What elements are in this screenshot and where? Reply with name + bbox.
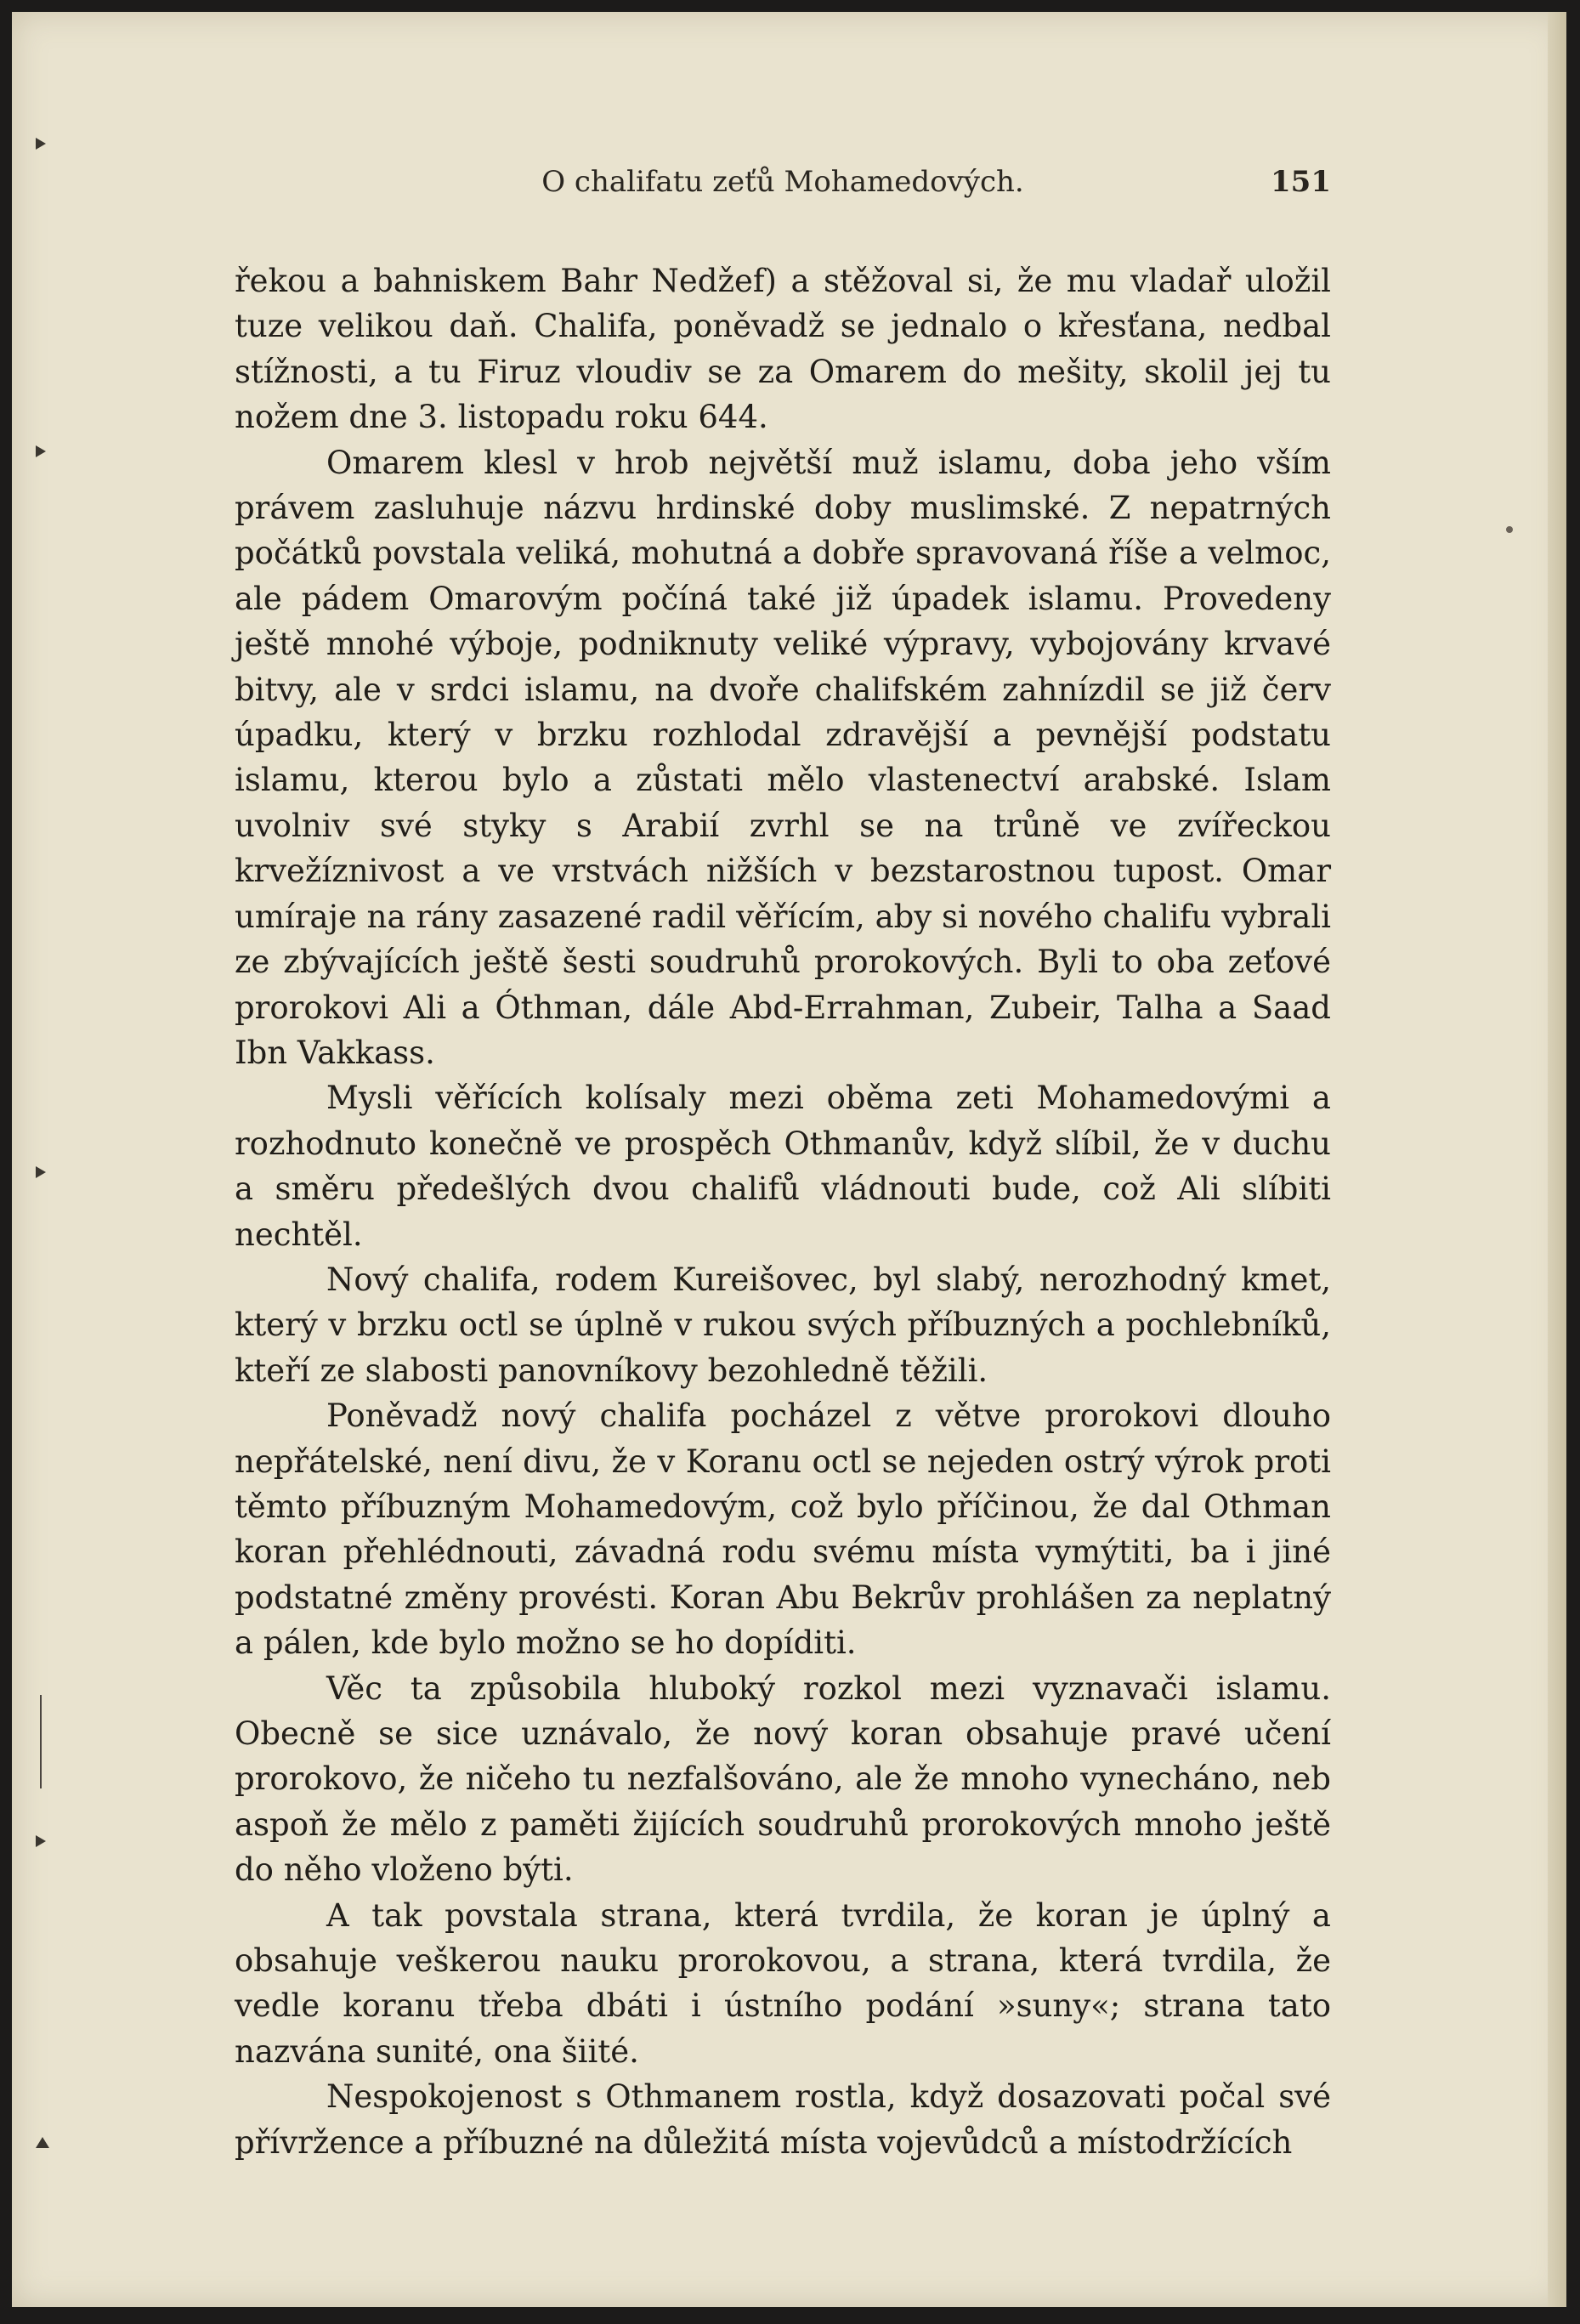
margin-line <box>40 1695 42 1788</box>
paragraph: Nový chalifa, rodem Kureišovec, byl slabý, nerozhodný kmet, který v brzku octl se úplně v rukou svých příbuzných a pochlebníků, kteří ze slabosti panovníkovy bezohledně těžili. <box>235 1261 1331 1389</box>
page-number: 151 <box>1271 165 1331 199</box>
margin-mark-icon <box>36 138 46 150</box>
page-title: O chalifatu zeťů Mohamedových. <box>541 165 1024 199</box>
page-edge <box>1548 12 1566 2307</box>
paragraph: Nespokojenost s Othmanem rostla, když dosazovati počal své přívržence a příbuzné na důležitá místa vojevůdců a místodržících <box>235 2078 1331 2161</box>
paragraph: Mysli věřících kolísaly mezi oběma zeti Mohamedovými a rozhodnuto konečně ve prospěch Othmanův, když slíbil, že v duchu a směru předešlých dvou chalifů vládnouti bude, což Ali slíbiti nechtěl. <box>235 1080 1331 1253</box>
paragraph: A tak povstala strana, která tvrdila, že koran je úplný a obsahuje veškerou nauku prorokovou, a strana, která tvrdila, že vedle koranu třeba dbáti i ústního podání »suny«; strana tato nazvána sunité, ona šiité. <box>235 1896 1331 2070</box>
speck <box>1506 526 1513 533</box>
body-text <box>235 258 1331 2165</box>
margin-mark-icon <box>36 1835 46 1847</box>
paragraph: Poněvadž nový chalifa pocházel z větve prorokovi dlouho nepřátelské, není divu, že v Koranu octl se nejeden ostrý výrok proti těmto příbuzným Mohamedovým, což bylo příčinou, že dal Othman koran přehlédnouti, závadná rodu svému místa vymýtiti, ba i jiné podstatné změny provésti. Koran Abu Bekrův prohlášen za neplatný a pálen, kde bylo možno se ho dopíditi. <box>235 1397 1331 1662</box>
margin-mark-icon <box>36 1166 46 1178</box>
margin-mark-icon <box>36 2137 49 2148</box>
running-head <box>235 165 1331 216</box>
paragraph: řekou a bahniskem Bahr Nedžef) a stěžoval si, že mu vladař uložil tuze velikou daň. Chalifa, poněvadž se jednalo o křesťana, nedbal stížnosti, a tu Firuz vloudiv se za Omarem do mešity, skolil jej tu nožem dne 3. listopadu roku 644. <box>235 263 1331 436</box>
book-page <box>12 12 1566 2307</box>
margin-mark-icon <box>36 445 46 457</box>
paragraph: Omarem klesl v hrob největší muž islamu, doba jeho vším právem zasluhuje názvu hrdinské doby muslimské. Z nepatrných počátků povstala veliká, mohutná a dobře spravovaná říše a velmoc, ale pádem Omarovým počíná také již úpadek islamu. Provedeny ještě mnohé výboje, podniknuty veliké výpravy, vybojovány krvavé bitvy, ale v srdci islamu, na dvoře chalifském zahnízdil se již červ úpadku, který v brzku rozhlodal zdravější a pevnější podstatu islamu, kterou bylo a zůstati mělo vlastenectví arabské. Islam uvolniv své styky s Arabií zvrhl se na trůně ve zvířeckou krvežíznivost a ve vrstvách nižších v bezstarostnou tupost. Omar umíraje na rány zasazené radil věřícím, aby si nového chalifu vybrali ze zbývajících ještě šesti soudruhů prorokových. Byli to oba zeťové prorokovi Ali a Óthman, dále Abd-Errahman, Zubeir, Talha a Saad Ibn Vakkass. <box>235 444 1331 1071</box>
paragraph: Věc ta způsobila hluboký rozkol mezi vyznavači islamu. Obecně se sice uznávalo, že nový koran obsahuje pravé učení prorokovo, že ničeho tu nezfalšováno, ale že mnoho vynecháno, neb aspoň že mělo z paměti žijících soudruhů prorokových mnoho ještě do něho vloženo býti. <box>235 1669 1331 1889</box>
